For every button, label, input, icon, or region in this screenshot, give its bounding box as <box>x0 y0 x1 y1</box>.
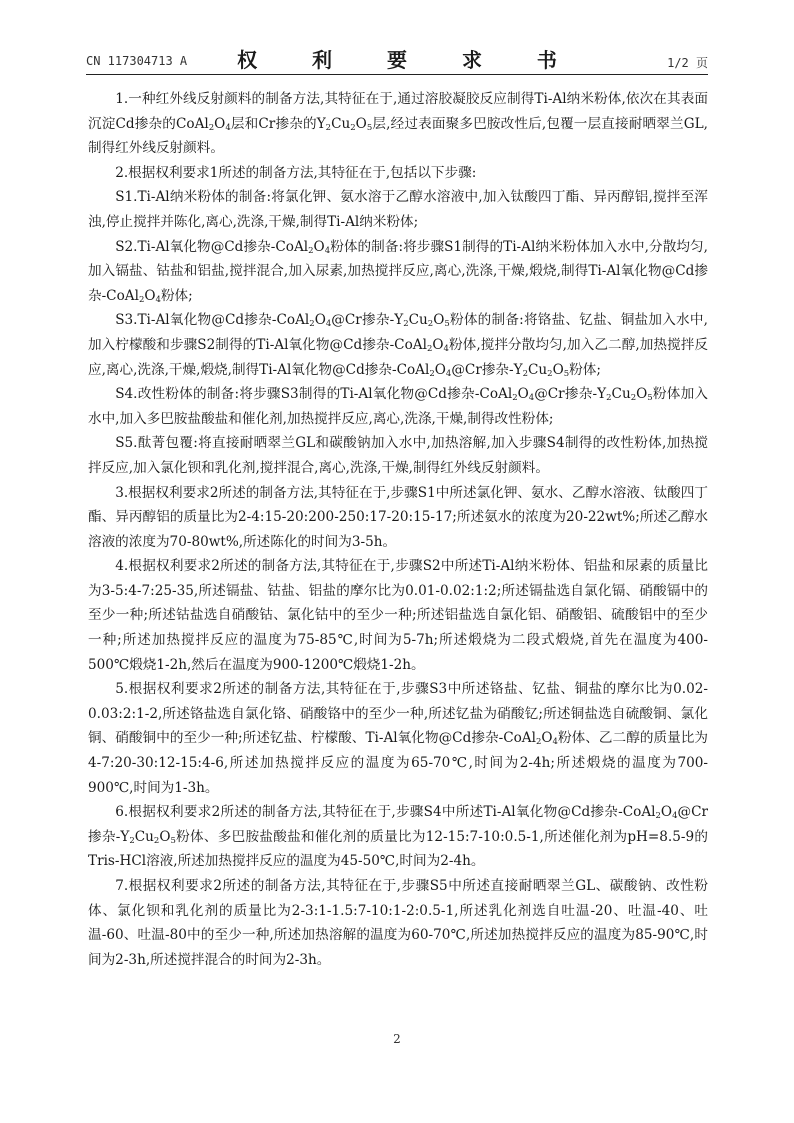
chemical-subscript: 5 <box>170 835 176 846</box>
claim-paragraph <box>88 554 708 677</box>
chemical-subscript: 2 <box>427 319 434 330</box>
claim-text: 粉体、乙二醇的质量比为4-7:20-30:12-15:4-6,所述加热搅拌反应的温度为65-70℃,时间为2-4h;所述煅烧的温度为700-900℃,时间为1-3h。 <box>88 730 708 796</box>
chemical-subscript: 2 <box>630 393 637 404</box>
chemical-subscript: 2 <box>426 343 433 354</box>
chemical-subscript: 4 <box>155 294 161 305</box>
chemical-subscript: 5 <box>563 368 570 379</box>
document-title: 权 利 要 求 书 <box>237 48 581 72</box>
claim-text: 7.根据权利要求2所述的制备方法,其特征在于,步骤S5中所述直接耐晒翠兰GL、碳酸钠、改性粉体、氯化钡和乳化剂的质量比为2-3:1-1.5:7-10:1-2:0.5-1,所述乳化剂选自吐温-20、吐温-40、吐温-60、吐温-80中的至少一种,所述加热溶解的温度为60-70℃,所述加热搅拌反应的温度为85-90℃,时间为2-3h,所述搅拌混合的时间为2-3h。 <box>88 878 708 968</box>
claim-paragraph <box>88 800 708 874</box>
claim-paragraph <box>88 308 708 382</box>
claim-text: 1.一种红外线反射颜料的制备方法,其特征在于,通过溶胶凝胶反应制得Ti-Al纳米粉体,依次在其表面沉淀Cd掺杂的CoAl <box>88 91 708 132</box>
publication-number: CN 117304713 A <box>86 54 188 68</box>
claim-paragraph <box>88 382 708 431</box>
chemical-subscript: 2 <box>535 737 542 748</box>
chemical-subscript: 5 <box>647 393 653 404</box>
chemical-subscript: 2 <box>606 393 612 404</box>
claim-text: O <box>355 115 367 132</box>
claim-paragraph <box>88 235 708 309</box>
chemical-subscript: 4 <box>225 122 231 133</box>
claim-text: 粉体; <box>569 361 601 378</box>
claim-text: @Cr掺杂-Y <box>451 361 523 378</box>
chemical-subscript: 2 <box>309 319 315 330</box>
chemical-subscript: 2 <box>429 368 435 379</box>
claim-text: 2.根据权利要求1所述的制备方法,其特征在于,包括以下步骤: <box>115 164 477 181</box>
chemical-subscript: 4 <box>325 319 332 330</box>
chemical-subscript: 4 <box>443 343 449 354</box>
page-number: 2 <box>393 1032 401 1046</box>
claim-text: O <box>636 386 648 403</box>
chemical-subscript: 4 <box>672 811 678 822</box>
claim-text: 3.根据权利要求2所述的制备方法,其特征在于,步骤S1中所述氯化钾、氨水、乙醇水溶液、钛酸四丁酯、异丙醇铝的质量比为2-4:15-20:200-250:17-20:15-17;所述氨水的浓度为20-22wt%;所述乙醇水溶液的浓度为70-80wt%,所述陈化的时间为3-5h。 <box>88 484 708 550</box>
claim-text: 5.根据权利要求2所述的制备方法,其特征在于,步骤S3中所述铬盐、钇盐、铜盐的摩尔比为0.02-0.03:2:1-2,所述铬盐选自氯化铬、硝酸铬中的至少一种,所述钇盐为硝酸钇;所述铜盐选自硫酸铜、氯化铜、硝酸铜中的至少一种;所述钇盐、柠檬酸、Ti-Al氧化物@Cd掺杂-CoAl <box>88 681 708 747</box>
chemical-subscript: 4 <box>445 368 452 379</box>
claim-text: O <box>517 386 529 403</box>
chemical-subscript: 2 <box>138 294 145 305</box>
claim-text: 粉体、多巴胺盐酸盐和催化剂的质量比为12-15:7-10:0.5-1,所述催化剂为pH=8.5-9的Tris-HCl溶液,所述加热搅拌反应的温度为45-50℃,时间为2-4h。 <box>88 828 708 870</box>
claim-paragraph <box>88 185 708 234</box>
claim-text: @Cr掺杂-Y <box>534 386 607 403</box>
claim-paragraph <box>88 87 708 161</box>
page-of-total: 1/2 页 <box>667 56 708 70</box>
claim-text: @Cr掺杂-Y <box>88 804 708 845</box>
chemical-subscript: 2 <box>325 122 332 133</box>
claim-text: 粉体的制备:将步骤S1制得的Ti-Al纳米粉体加入水中,分散均匀,加入镉盐、钴盐和铝盐,搅拌混合,加入尿素,加热搅拌反应,离心,洗涤,干燥,煅烧,制得Ti-Al氧化物@Cd掺杂-CoAl <box>88 238 708 304</box>
claim-text: 粉体,搅拌分散均匀,加入乙二醇,加热搅拌反应,离心,洗涤,干燥,煅烧,制得Ti-Al氧化物@Cd掺杂-CoAl <box>88 336 708 378</box>
claim-text: Cu <box>331 115 351 132</box>
claim-text: O <box>214 115 226 132</box>
claim-text: 6.根据权利要求2所述的制备方法,其特征在于,步骤S4中所述Ti-Al氧化物@Cd掺杂-CoAl <box>115 804 656 821</box>
chemical-subscript: 2 <box>522 368 528 379</box>
claim-text: S3.Ti-Al氧化物@Cd掺杂-CoAl <box>115 312 310 329</box>
chemical-subscript: 4 <box>324 245 331 256</box>
claim-text: Cu <box>134 828 154 845</box>
chemical-subscript: 2 <box>208 122 215 133</box>
claim-text: S2.Ti-Al氧化物@Cd掺杂-CoAl <box>115 238 309 255</box>
claims-body <box>88 87 708 972</box>
claim-text: O <box>541 730 553 747</box>
claim-text: S1.Ti-Al纳米粉体的制备:将氯化钾、氨水溶于乙醇水溶液中,加入钛酸四丁酯、异丙醇铝,搅拌至浑浊,停止搅拌并陈化,离心,洗涤,干燥,制得Ti-Al纳米粉体; <box>88 189 708 230</box>
claim-text: Cu <box>528 361 548 378</box>
chemical-subscript: 4 <box>552 737 558 748</box>
chemical-subscript: 2 <box>308 245 314 256</box>
page-header <box>86 44 708 72</box>
claim-text: O <box>434 361 446 378</box>
claim-text: @Cr掺杂-Y <box>331 312 404 329</box>
claim-text: 层,经过表面聚多巴胺改性后,包覆一层直接耐晒翠兰GL,制得红外线反射颜料。 <box>88 115 708 157</box>
chemical-subscript: 2 <box>129 835 135 846</box>
claim-text: 粉体加入水中,加入多巴胺盐酸盐和催化剂,加热搅拌反应,离心,洗涤,干燥,制得改性粉体; <box>88 386 708 427</box>
claim-text: O <box>313 238 325 255</box>
claim-paragraph <box>88 481 708 555</box>
header-rule <box>86 74 708 75</box>
claim-text: Cu <box>408 312 428 329</box>
claim-text: S5.酞菁包覆:将直接耐晒翠兰GL和碳酸钠加入水中,加热溶解,加入步骤S4制得的改性粉体,加热搅拌反应,加入氯化钡和乳化剂,搅拌混合,离心,洗涤,干燥,制得红外线反射颜料。 <box>88 435 708 476</box>
chemical-subscript: 5 <box>366 122 373 133</box>
chemical-subscript: 4 <box>528 393 535 404</box>
claim-text: 粉体的制备:将铬盐、钇盐、铜盐加入水中,加入柠檬酸和步骤S2制得的Ti-Al氧化物@Cd掺杂-CoAl <box>88 312 708 353</box>
claim-text: 层和Cr掺杂的Y <box>230 115 326 132</box>
chemical-subscript: 2 <box>655 811 661 822</box>
claim-text: S4.改性粉体的制备:将步骤S3制得的Ti-Al氧化物@Cd掺杂-CoAl <box>115 386 513 403</box>
claim-text: O <box>433 312 445 329</box>
claim-text: O <box>314 312 326 329</box>
claim-text: 粉体; <box>160 287 193 304</box>
chemical-subscript: 2 <box>403 319 409 330</box>
chemical-subscript: 2 <box>153 835 160 846</box>
claim-text: 4.根据权利要求2所述的制备方法,其特征在于,步骤S2中所述Ti-Al纳米粉体、铝盐和尿素的质量比为3-5:4-7:25-35,所述镉盐、钴盐、铝盐的摩尔比为0.01-0.02:1:2;所述镉盐选自氯化镉、硝酸镉中的至少一种;所述钴盐选自硝酸钴、氯化钴中的至少一种;所述铝盐选自氯化铝、硝酸铝、硫酸铝中的至少一种;所述加热搅拌反应的温度为75-85℃,时间为5-7h;所述煅烧为二段式煅烧,首先在温度为400-500℃煅烧1-2h,然后在温度为900-1200℃煅烧1-2h。 <box>88 558 708 673</box>
claim-text: O <box>432 336 444 353</box>
claim-paragraph <box>88 874 708 972</box>
chemical-subscript: 2 <box>512 393 518 404</box>
claim-paragraph <box>88 161 708 186</box>
claim-text: O <box>660 804 673 821</box>
chemical-subscript: 2 <box>547 368 553 379</box>
claim-text: O <box>144 287 156 304</box>
chemical-subscript: 2 <box>350 122 356 133</box>
claim-text: O <box>159 828 171 845</box>
claim-text: Cu <box>611 386 631 403</box>
claim-paragraph <box>88 431 708 480</box>
chemical-subscript: 5 <box>444 319 450 330</box>
claim-paragraph <box>88 677 708 800</box>
claim-text: O <box>552 361 564 378</box>
